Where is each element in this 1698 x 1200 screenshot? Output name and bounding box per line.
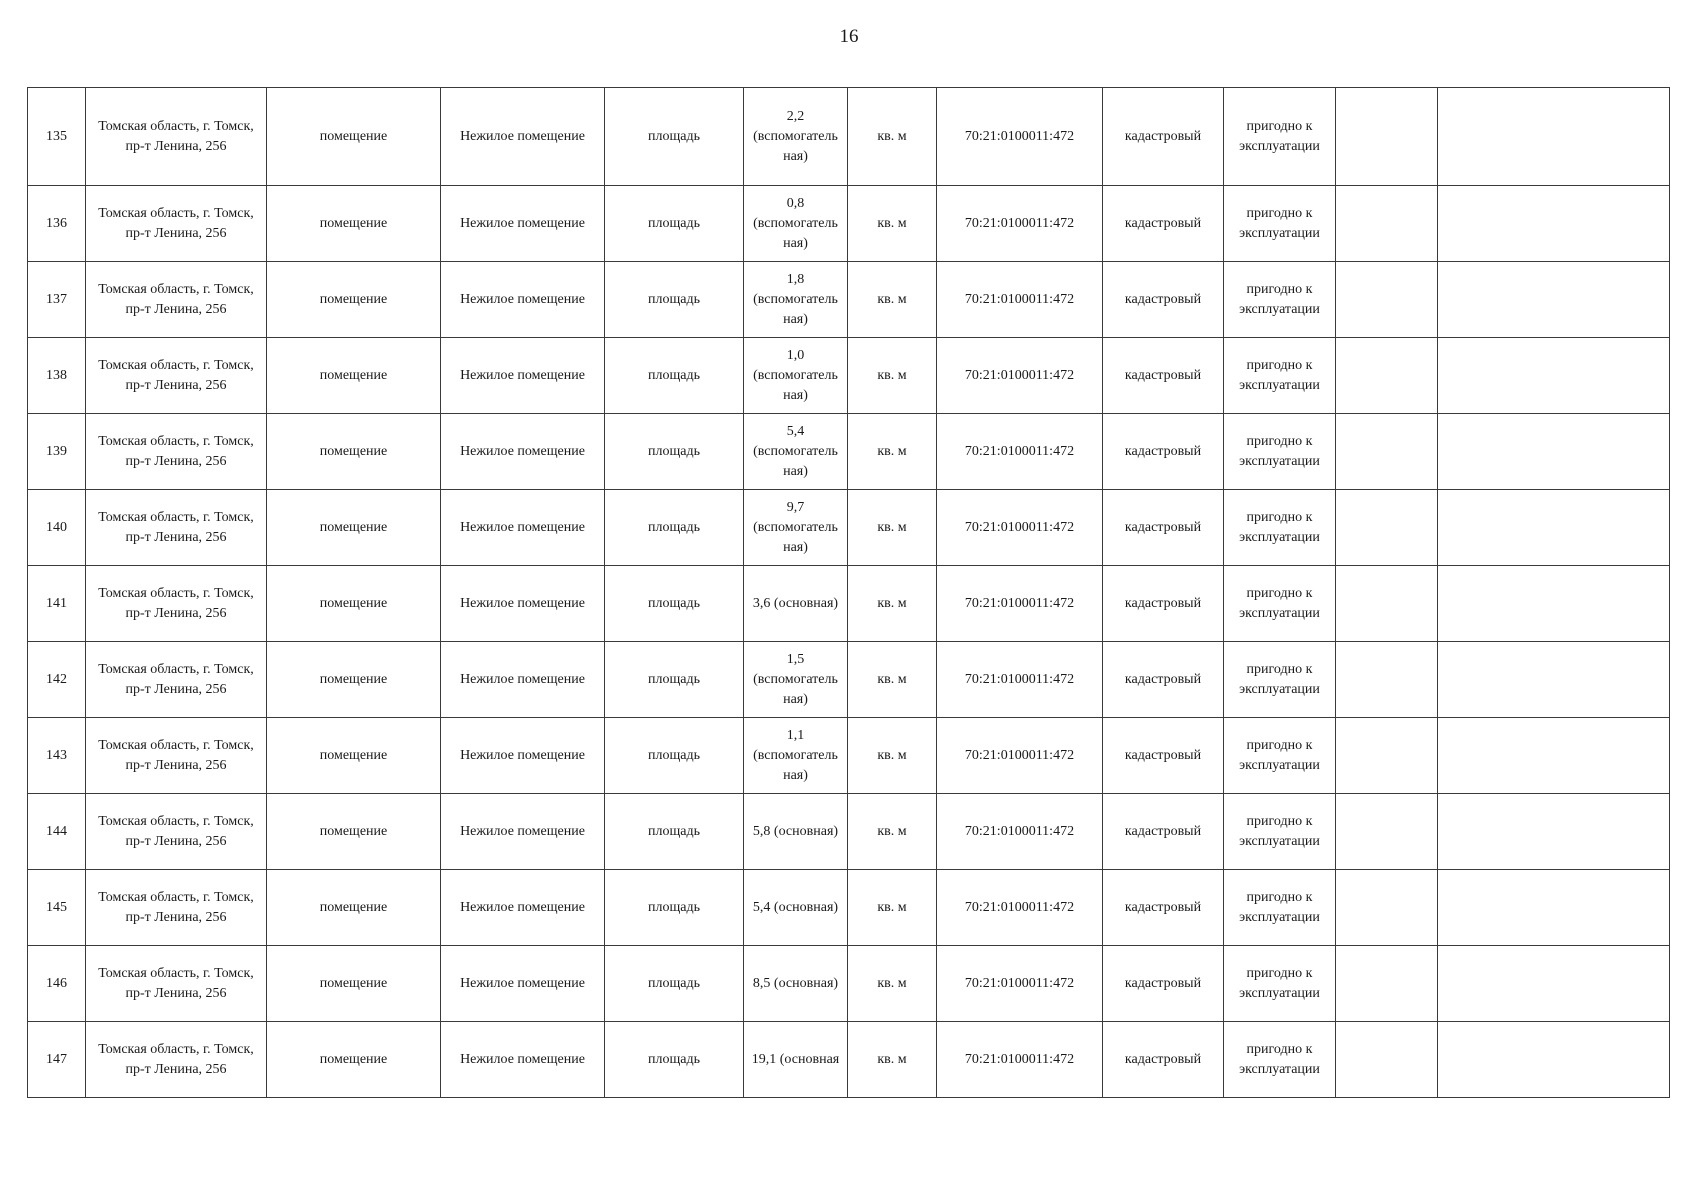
address-cell: Томская область, г. Томск, пр-т Ленина, 256: [86, 490, 267, 566]
condition-cell: пригодно к эксплуатации: [1224, 186, 1336, 262]
empty-cell: [1336, 262, 1438, 338]
address-cell: Томская область, г. Томск, пр-т Ленина, 256: [86, 88, 267, 186]
empty-cell: [1438, 566, 1670, 642]
row-number-cell: 147: [28, 1022, 86, 1098]
object-type-cell: помещение: [267, 1022, 441, 1098]
object-type-cell: помещение: [267, 870, 441, 946]
condition-cell: пригодно к эксплуатации: [1224, 338, 1336, 414]
table-row: [28, 794, 1670, 870]
empty-cell: [1336, 946, 1438, 1022]
table-row: [28, 1022, 1670, 1098]
table-row: [28, 186, 1670, 262]
registry-body: [28, 88, 1670, 1098]
table-row: [28, 642, 1670, 718]
cadastral-number-cell: 70:21:0100011:472: [937, 566, 1103, 642]
area-cell: 19,1 (основная: [744, 1022, 848, 1098]
area-cell: 3,6 (основная): [744, 566, 848, 642]
empty-cell: [1336, 338, 1438, 414]
characteristic-cell: площадь: [605, 718, 744, 794]
number-type-cell: кадастровый: [1103, 718, 1224, 794]
area-cell: 1,0 (вспомогатель ная): [744, 338, 848, 414]
empty-cell: [1336, 794, 1438, 870]
empty-cell: [1336, 870, 1438, 946]
characteristic-cell: площадь: [605, 262, 744, 338]
row-number-cell: 135: [28, 88, 86, 186]
row-number-cell: 146: [28, 946, 86, 1022]
unit-cell: кв. м: [848, 1022, 937, 1098]
object-type-cell: помещение: [267, 566, 441, 642]
empty-cell: [1438, 414, 1670, 490]
condition-cell: пригодно к эксплуатации: [1224, 1022, 1336, 1098]
object-name-cell: Нежилое помещение: [441, 88, 605, 186]
cadastral-number-cell: 70:21:0100011:472: [937, 262, 1103, 338]
empty-cell: [1438, 186, 1670, 262]
address-cell: Томская область, г. Томск, пр-т Ленина, 256: [86, 186, 267, 262]
row-number-cell: 139: [28, 414, 86, 490]
empty-cell: [1336, 1022, 1438, 1098]
number-type-cell: кадастровый: [1103, 642, 1224, 718]
object-name-cell: Нежилое помещение: [441, 946, 605, 1022]
unit-cell: кв. м: [848, 88, 937, 186]
number-type-cell: кадастровый: [1103, 566, 1224, 642]
number-type-cell: кадастровый: [1103, 946, 1224, 1022]
object-name-cell: Нежилое помещение: [441, 642, 605, 718]
address-cell: Томская область, г. Томск, пр-т Ленина, 256: [86, 566, 267, 642]
table-row: [28, 870, 1670, 946]
row-number-cell: 141: [28, 566, 86, 642]
empty-cell: [1438, 718, 1670, 794]
number-type-cell: кадастровый: [1103, 870, 1224, 946]
address-cell: Томская область, г. Томск, пр-т Ленина, 256: [86, 414, 267, 490]
table-row: [28, 718, 1670, 794]
cadastral-number-cell: 70:21:0100011:472: [937, 338, 1103, 414]
cadastral-number-cell: 70:21:0100011:472: [937, 490, 1103, 566]
object-name-cell: Нежилое помещение: [441, 186, 605, 262]
unit-cell: кв. м: [848, 870, 937, 946]
characteristic-cell: площадь: [605, 490, 744, 566]
object-type-cell: помещение: [267, 642, 441, 718]
number-type-cell: кадастровый: [1103, 88, 1224, 186]
condition-cell: пригодно к эксплуатации: [1224, 490, 1336, 566]
object-type-cell: помещение: [267, 262, 441, 338]
empty-cell: [1336, 642, 1438, 718]
table-row: [28, 414, 1670, 490]
cadastral-number-cell: 70:21:0100011:472: [937, 88, 1103, 186]
cadastral-number-cell: 70:21:0100011:472: [937, 414, 1103, 490]
empty-cell: [1336, 566, 1438, 642]
empty-cell: [1336, 186, 1438, 262]
empty-cell: [1336, 88, 1438, 186]
row-number-cell: 136: [28, 186, 86, 262]
address-cell: Томская область, г. Томск, пр-т Ленина, 256: [86, 718, 267, 794]
cadastral-number-cell: 70:21:0100011:472: [937, 718, 1103, 794]
condition-cell: пригодно к эксплуатации: [1224, 946, 1336, 1022]
area-cell: 1,5 (вспомогатель ная): [744, 642, 848, 718]
number-type-cell: кадастровый: [1103, 186, 1224, 262]
object-name-cell: Нежилое помещение: [441, 414, 605, 490]
unit-cell: кв. м: [848, 490, 937, 566]
characteristic-cell: площадь: [605, 946, 744, 1022]
address-cell: Томская область, г. Томск, пр-т Ленина, 256: [86, 262, 267, 338]
area-cell: 1,1 (вспомогатель ная): [744, 718, 848, 794]
object-type-cell: помещение: [267, 88, 441, 186]
row-number-cell: 145: [28, 870, 86, 946]
page-number: 16: [839, 26, 859, 47]
object-type-cell: помещение: [267, 718, 441, 794]
table-row: [28, 946, 1670, 1022]
number-type-cell: кадастровый: [1103, 338, 1224, 414]
object-name-cell: Нежилое помещение: [441, 338, 605, 414]
object-name-cell: Нежилое помещение: [441, 870, 605, 946]
cadastral-number-cell: 70:21:0100011:472: [937, 642, 1103, 718]
area-cell: 8,5 (основная): [744, 946, 848, 1022]
unit-cell: кв. м: [848, 186, 937, 262]
empty-cell: [1438, 946, 1670, 1022]
area-cell: 5,8 (основная): [744, 794, 848, 870]
unit-cell: кв. м: [848, 414, 937, 490]
object-type-cell: помещение: [267, 490, 441, 566]
object-type-cell: помещение: [267, 946, 441, 1022]
cadastral-number-cell: 70:21:0100011:472: [937, 794, 1103, 870]
area-cell: 5,4 (основная): [744, 870, 848, 946]
address-cell: Томская область, г. Томск, пр-т Ленина, 256: [86, 946, 267, 1022]
table-row: [28, 566, 1670, 642]
row-number-cell: 144: [28, 794, 86, 870]
address-cell: Томская область, г. Томск, пр-т Ленина, 256: [86, 870, 267, 946]
area-cell: 1,8 (вспомогатель ная): [744, 262, 848, 338]
row-number-cell: 140: [28, 490, 86, 566]
unit-cell: кв. м: [848, 718, 937, 794]
registry-table: [27, 87, 1670, 1098]
characteristic-cell: площадь: [605, 794, 744, 870]
object-type-cell: помещение: [267, 186, 441, 262]
empty-cell: [1438, 794, 1670, 870]
condition-cell: пригодно к эксплуатации: [1224, 870, 1336, 946]
cadastral-number-cell: 70:21:0100011:472: [937, 1022, 1103, 1098]
number-type-cell: кадастровый: [1103, 490, 1224, 566]
table-row: [28, 490, 1670, 566]
number-type-cell: кадастровый: [1103, 794, 1224, 870]
characteristic-cell: площадь: [605, 566, 744, 642]
address-cell: Томская область, г. Томск, пр-т Ленина, 256: [86, 1022, 267, 1098]
empty-cell: [1336, 414, 1438, 490]
condition-cell: пригодно к эксплуатации: [1224, 88, 1336, 186]
object-name-cell: Нежилое помещение: [441, 1022, 605, 1098]
object-type-cell: помещение: [267, 414, 441, 490]
empty-cell: [1336, 718, 1438, 794]
address-cell: Томская область, г. Томск, пр-т Ленина, 256: [86, 338, 267, 414]
table-row: [28, 88, 1670, 186]
unit-cell: кв. м: [848, 566, 937, 642]
object-type-cell: помещение: [267, 794, 441, 870]
unit-cell: кв. м: [848, 338, 937, 414]
empty-cell: [1438, 642, 1670, 718]
row-number-cell: 138: [28, 338, 86, 414]
unit-cell: кв. м: [848, 262, 937, 338]
cadastral-number-cell: 70:21:0100011:472: [937, 870, 1103, 946]
empty-cell: [1438, 262, 1670, 338]
object-name-cell: Нежилое помещение: [441, 262, 605, 338]
characteristic-cell: площадь: [605, 88, 744, 186]
characteristic-cell: площадь: [605, 414, 744, 490]
characteristic-cell: площадь: [605, 186, 744, 262]
characteristic-cell: площадь: [605, 642, 744, 718]
area-cell: 5,4 (вспомогатель ная): [744, 414, 848, 490]
empty-cell: [1438, 338, 1670, 414]
condition-cell: пригодно к эксплуатации: [1224, 566, 1336, 642]
object-name-cell: Нежилое помещение: [441, 566, 605, 642]
unit-cell: кв. м: [848, 794, 937, 870]
condition-cell: пригодно к эксплуатации: [1224, 642, 1336, 718]
characteristic-cell: площадь: [605, 338, 744, 414]
object-name-cell: Нежилое помещение: [441, 490, 605, 566]
number-type-cell: кадастровый: [1103, 1022, 1224, 1098]
row-number-cell: 142: [28, 642, 86, 718]
table-row: [28, 338, 1670, 414]
unit-cell: кв. м: [848, 642, 937, 718]
row-number-cell: 137: [28, 262, 86, 338]
row-number-cell: 143: [28, 718, 86, 794]
number-type-cell: кадастровый: [1103, 262, 1224, 338]
empty-cell: [1438, 490, 1670, 566]
address-cell: Томская область, г. Томск, пр-т Ленина, 256: [86, 642, 267, 718]
characteristic-cell: площадь: [605, 870, 744, 946]
condition-cell: пригодно к эксплуатации: [1224, 794, 1336, 870]
condition-cell: пригодно к эксплуатации: [1224, 414, 1336, 490]
table-row: [28, 262, 1670, 338]
object-name-cell: Нежилое помещение: [441, 794, 605, 870]
condition-cell: пригодно к эксплуатации: [1224, 262, 1336, 338]
object-name-cell: Нежилое помещение: [441, 718, 605, 794]
condition-cell: пригодно к эксплуатации: [1224, 718, 1336, 794]
empty-cell: [1336, 490, 1438, 566]
object-type-cell: помещение: [267, 338, 441, 414]
empty-cell: [1438, 1022, 1670, 1098]
cadastral-number-cell: 70:21:0100011:472: [937, 946, 1103, 1022]
address-cell: Томская область, г. Томск, пр-т Ленина, 256: [86, 794, 267, 870]
number-type-cell: кадастровый: [1103, 414, 1224, 490]
area-cell: 9,7 (вспомогатель ная): [744, 490, 848, 566]
empty-cell: [1438, 870, 1670, 946]
unit-cell: кв. м: [848, 946, 937, 1022]
area-cell: 2,2 (вспомогатель ная): [744, 88, 848, 186]
empty-cell: [1438, 88, 1670, 186]
cadastral-number-cell: 70:21:0100011:472: [937, 186, 1103, 262]
area-cell: 0,8 (вспомогатель ная): [744, 186, 848, 262]
characteristic-cell: площадь: [605, 1022, 744, 1098]
